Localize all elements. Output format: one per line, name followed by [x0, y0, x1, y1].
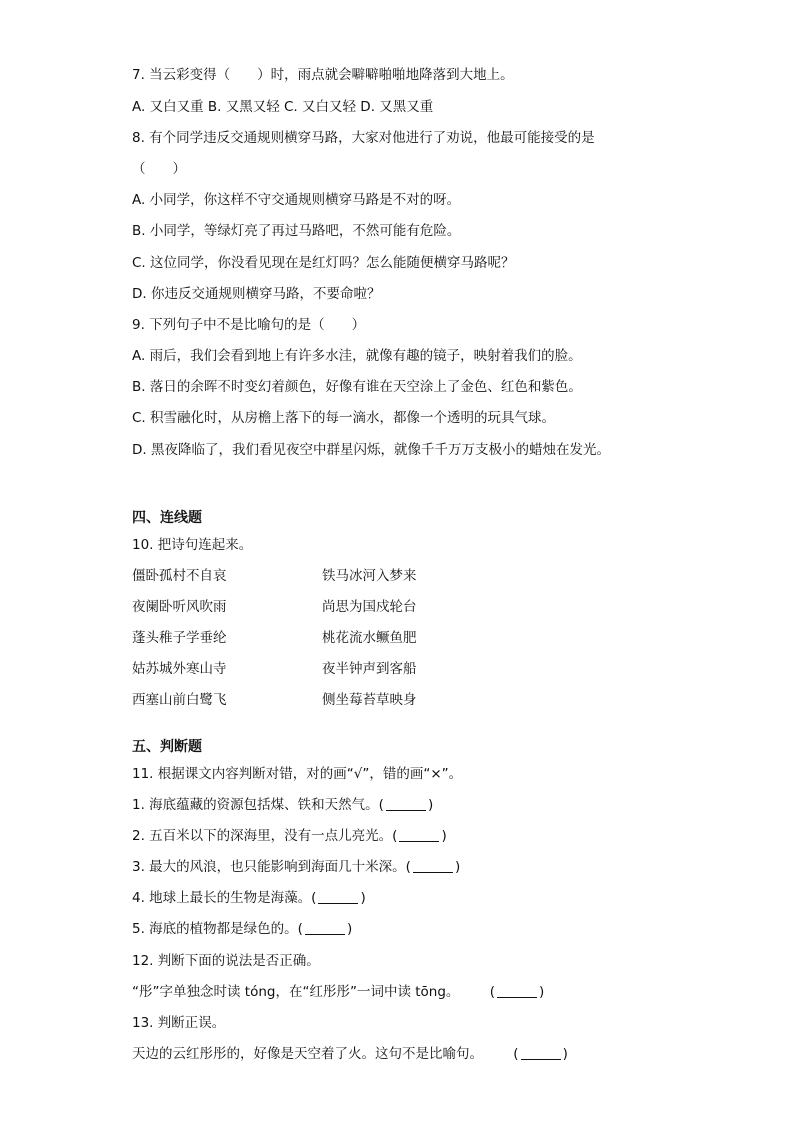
q7-options: A. 又白又重 B. 又黑又轻 C. 又白又轻 D. 又黑又重 [132, 99, 434, 115]
poem-left-3[interactable]: 蓬头稚子学垂纶 [132, 630, 227, 646]
poem-left-2[interactable]: 夜阑卧听风吹雨 [132, 599, 227, 615]
q11-stem: 11. 根据课文内容判断对错，对的画“√”，错的画“×”。 [132, 766, 463, 782]
q13-statement-text: 天边的云红彤彤的，好像是天空着了火。这句不是比喻句。 [132, 1046, 483, 1062]
q9-stem: 9. 下列句子中不是比喻句的是（ ） [132, 317, 366, 333]
q7-stem: 7. 当云彩变得（ ）时，雨点就会噼噼啪啪地降落到大地上。 [132, 67, 514, 83]
poem-right-3[interactable]: 桃花流水鳜鱼肥 [322, 630, 417, 646]
q8-option-a: A. 小同学，你这样不守交通规则横穿马路是不对的呀。 [132, 192, 461, 208]
judge-item-4: 4. 地球上最长的生物是海藻。( ) [132, 890, 366, 906]
q12-statement: “彤”字单独念时读 tóng，在“红彤彤”一词中读 tōng。 ( ) [132, 984, 545, 1000]
poem-left-1[interactable]: 僵卧孤村不自哀 [132, 568, 227, 584]
answer-blank[interactable] [386, 798, 426, 811]
judge-item-5: 5. 海底的植物都是绿色的。( ) [132, 921, 353, 937]
q9-option-c: C. 积雪融化时，从房檐上落下的每一滴水，都像一个透明的玩具气球。 [132, 410, 556, 426]
answer-blank[interactable] [318, 891, 358, 904]
judge-item-1-text: 1. 海底蕴藏的资源包括煤、铁和天然气。 [132, 797, 379, 813]
answer-blank[interactable] [305, 922, 345, 935]
judge-item-3: 3. 最大的风浪，也只能影响到海面几十米深。( ) [132, 859, 461, 875]
q8-paren: （ ） [132, 161, 186, 177]
answer-blank[interactable] [413, 860, 453, 873]
judge-item-2: 2. 五百米以下的深海里，没有一点儿亮光。( ) [132, 828, 447, 844]
section5-title: 五、判断题 [132, 739, 202, 755]
q8-option-b: B. 小同学，等绿灯亮了再过马路吧，不然可能有危险。 [132, 223, 461, 239]
q9-option-b: B. 落日的余晖不时变幻着颜色，好像有谁在天空涂上了金色、红色和紫色。 [132, 379, 582, 395]
poem-left-5[interactable]: 西塞山前白鹭飞 [132, 692, 227, 708]
q8-option-d: D. 你违反交通规则横穿马路，不要命啦？ [132, 286, 381, 302]
q10-stem: 10. 把诗句连起来。 [132, 537, 253, 553]
q13-statement: 天边的云红彤彤的，好像是天空着了火。这句不是比喻句。 ( ) [132, 1046, 568, 1062]
judge-item-1: 1. 海底蕴藏的资源包括煤、铁和天然气。( ) [132, 797, 434, 813]
judge-item-4-text: 4. 地球上最长的生物是海藻。 [132, 890, 312, 906]
q9-option-d: D. 黑夜降临了，我们看见夜空中群星闪烁，就像千千万万支极小的蜡烛在发光。 [132, 442, 610, 458]
poem-right-4[interactable]: 夜半钟声到客船 [322, 661, 417, 677]
answer-blank[interactable] [399, 829, 439, 842]
poem-left-4[interactable]: 姑苏城外寒山寺 [132, 661, 227, 677]
judge-item-5-text: 5. 海底的植物都是绿色的。 [132, 921, 298, 937]
section4-title: 四、连线题 [132, 510, 202, 526]
q9-option-a: A. 雨后，我们会看到地上有许多水洼，就像有趣的镜子，映射着我们的脸。 [132, 348, 582, 364]
poem-right-5[interactable]: 侧坐莓苔草映身 [322, 692, 417, 708]
q8-stem: 8. 有个同学违反交通规则横穿马路，大家对他进行了劝说，他最可能接受的是 [132, 130, 595, 146]
q12-stem: 12. 判断下面的说法是否正确。 [132, 953, 320, 969]
q13-stem: 13. 判断正误。 [132, 1015, 226, 1031]
poem-right-1[interactable]: 铁马冰河入梦来 [322, 568, 417, 584]
q8-option-c: C. 这位同学，你没看见现在是红灯吗？怎么能随便横穿马路呢？ [132, 255, 515, 271]
answer-blank[interactable] [497, 985, 537, 998]
judge-item-3-text: 3. 最大的风浪，也只能影响到海面几十米深。 [132, 859, 406, 875]
answer-blank[interactable] [521, 1047, 561, 1060]
poem-right-2[interactable]: 尚思为国戍轮台 [322, 599, 417, 615]
q12-statement-text: “彤”字单独念时读 tóng，在“红彤彤”一词中读 tōng。 [132, 984, 460, 1000]
judge-item-2-text: 2. 五百米以下的深海里，没有一点儿亮光。 [132, 828, 393, 844]
